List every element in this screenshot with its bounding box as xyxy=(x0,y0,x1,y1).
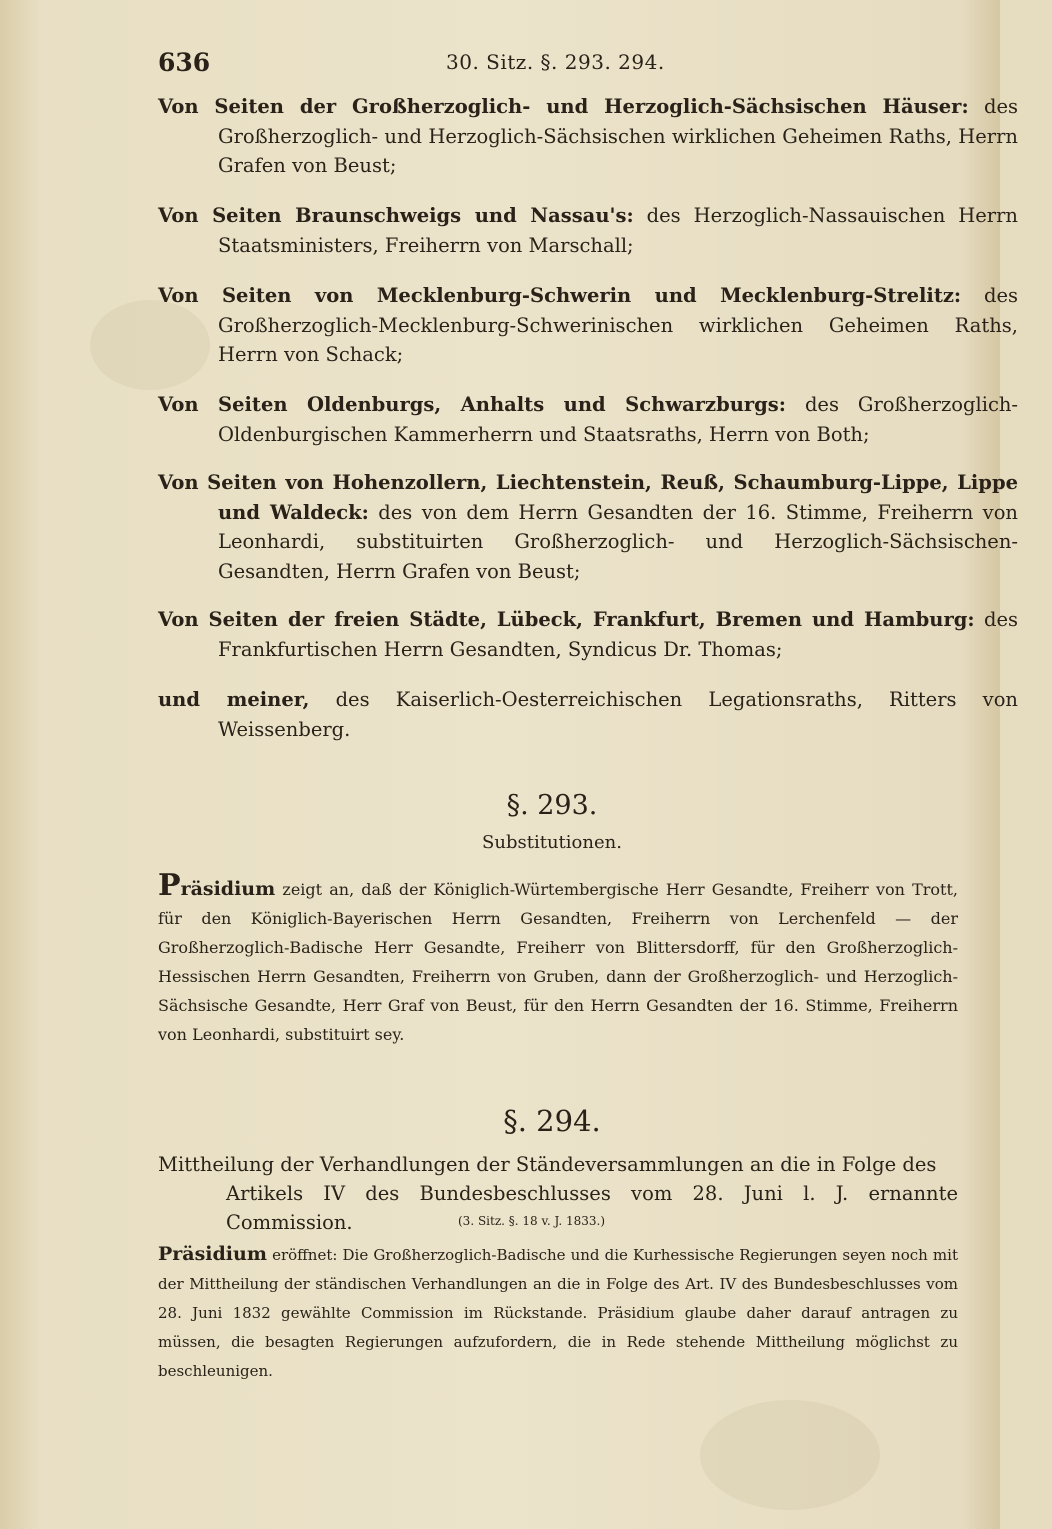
entry-text: des Herzoglich-Nassauischen Herrn Staatsministers, Freiherrn von Marschall; xyxy=(218,204,1018,257)
page-header xyxy=(158,48,958,82)
body-lead: räsidium xyxy=(180,878,276,900)
entry-text: des Frankfurtischen Herrn Gesandten, Syndicus Dr. Thomas; xyxy=(218,608,1018,661)
entry-oldenburg xyxy=(158,390,1018,449)
entry-lead: Von Seiten von Mecklenburg-Schwerin und Mecklenburg-Strelitz: xyxy=(158,284,962,307)
section-294-body xyxy=(158,1240,958,1386)
section-294-reference: (3. Sitz. §. 18 v. J. 1833.) xyxy=(458,1214,606,1228)
entry-lead: Von Seiten Oldenburgs, Anhalts und Schwarzburgs: xyxy=(158,393,786,416)
section-293-body xyxy=(158,868,958,1049)
entry-text: des Großherzoglich-Mecklenburg-Schwerinischen wirklichen Geheimen Raths, Herrn von Schack; xyxy=(218,284,1019,366)
entry-text: des Großherzoglich- und Herzoglich-Sächsischen wirklichen Geheimen Raths, Herrn Grafen von Beust; xyxy=(218,95,1018,177)
entry-lead: Von Seiten der freien Städte, Lübeck, Frankfurt, Bremen und Hamburg: xyxy=(158,608,975,631)
entry-lead: und meiner, xyxy=(158,688,310,711)
entry-lead: Von Seiten von Hohenzollern, Liechtenstein, Reuß, Schaumburg-Lippe, Lippe und Waldeck: xyxy=(158,471,1018,524)
entry-text: des von dem Herrn Gesandten der 16. Stimme, Freiherrn von Leonhardi, substituirten Großherzoglich- und Herzoglich-Sächsischen-Gesandten, Herrn Grafen von Beust; xyxy=(218,500,1018,583)
paper-stain xyxy=(700,1400,880,1510)
running-head: 30. Sitz. §. 293. 294. xyxy=(446,50,665,74)
entry-mecklenburg xyxy=(158,281,1018,370)
page-number: 636 xyxy=(158,48,211,77)
body-text: zeigt an, daß der Königlich-Würtembergische Herr Gesandte, Freiherr von Trott, für den Königlich-Bayerischen Herrn Gesandten, Freiherrn von Lerchenfeld — der Großherzoglich-Badische Herr Gesandte, Freiherr von Blittersdorff, für den Großherzoglich-Hessischen Herrn Gesandten, Freiherrn von Gruben, dann der Großherzoglich- und Herzoglich-Sächsische Gesandte, Herr Graf von Beust, für den Herrn Gesandten der 16. Stimme, Freiherrn von Leonhardi, substituirt sey. xyxy=(158,880,958,1044)
entry-text: des Kaiserlich-Oesterreichischen Legationsraths, Ritters von Weissenberg. xyxy=(218,688,1018,741)
entry-free-cities xyxy=(158,605,1018,664)
entry-lead: Von Seiten der Großherzoglich- und Herzoglich-Sächsischen Häuser: xyxy=(158,95,969,118)
entry-hohenzollern xyxy=(158,468,1018,586)
entry-braunschweig-nassau xyxy=(158,201,1018,260)
section-293-number: §. 293. xyxy=(506,790,598,821)
body-text: eröffnet: Die Großherzoglich-Badische und die Kurhessische Regierungen seyen noch mit der Mittheilung der ständischen Verhandlungen an die in Folge des Art. IV des Bundesbeschlusses vom 28. Juni 1832 gewählte Commission im Rückstande. Präsidium glaube daher darauf antragen zu müssen, die besagten Regierungen aufzufordern, die in Rede stehende Mittheilung möglichst zu beschleunigen. xyxy=(158,1246,958,1380)
entry-author xyxy=(158,685,1018,744)
title-line: Artikels IV des Bundesbeschlusses vom 28. Juni l. J. ernannte Commission. xyxy=(226,1182,958,1234)
section-293-title: Substitutionen. xyxy=(482,832,622,853)
entry-text: des Großherzoglich-Oldenburgischen Kammerherrn und Staatsraths, Herrn von Both; xyxy=(218,393,1019,446)
title-line: Mittheilung der Verhandlungen der Ständeversammlungen an die in Folge des xyxy=(158,1153,937,1176)
section-294-number: §. 294. xyxy=(503,1104,601,1138)
body-lead: Präsidium xyxy=(158,1243,267,1265)
entry-lead: Von Seiten Braunschweigs und Nassau's: xyxy=(158,204,634,227)
dropcap: P xyxy=(158,868,181,903)
entry-saxon-houses xyxy=(158,92,1018,181)
